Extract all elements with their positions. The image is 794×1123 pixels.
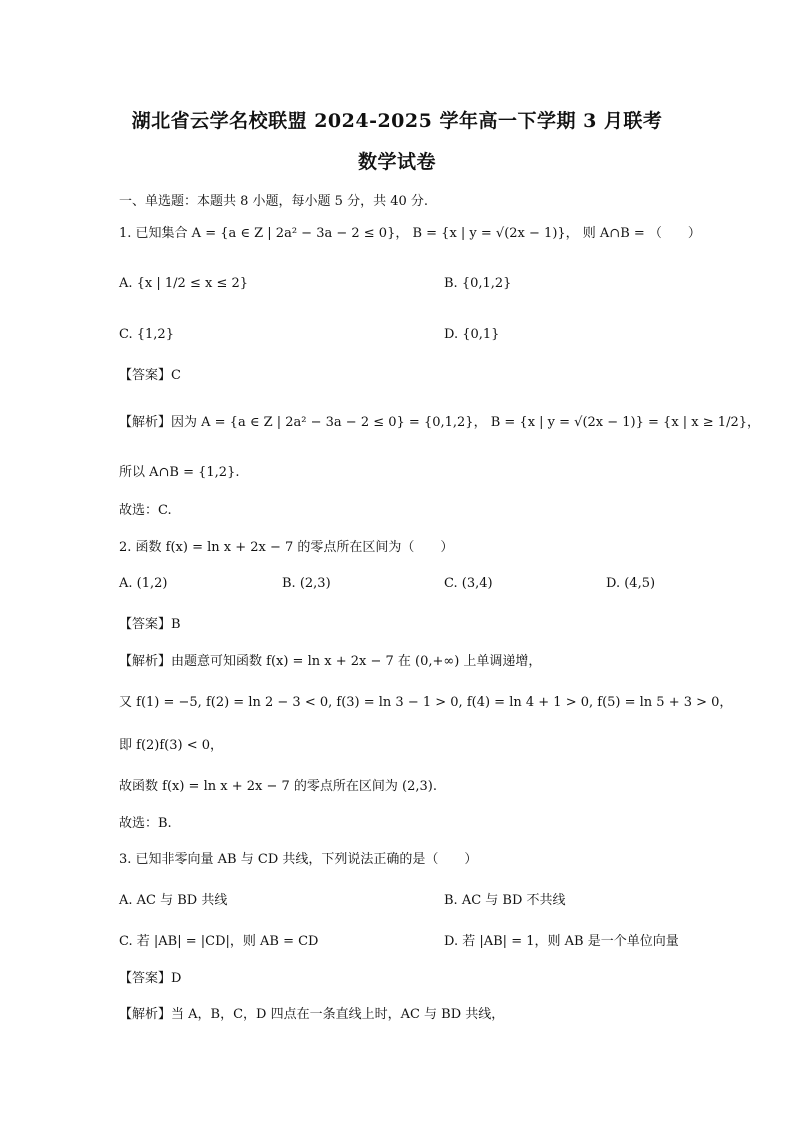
question-1-option-d: D. {0,1} [444,327,500,342]
question-1-option-c: C. {1,2} [119,327,174,342]
question-1-analysis-line: 所以 A∩B = {1,2}. [119,465,240,480]
page-title: 湖北省云学名校联盟 2024-2025 学年高一下学期 3 月联考 [131,110,663,132]
question-1-stem: 1. 已知集合 A = {a ∈ Z | 2a² − 3a − 2 ≤ 0}， B = {x | y = √(2x − 1)}， 则 A∩B = （ ） [119,226,701,241]
question-2-analysis-line: 即 f(2)f(3) < 0， [119,738,224,753]
page-subtitle: 数学试卷 [357,151,436,173]
question-2-option-c: C. (3,4) [444,576,493,591]
question-2-option-a: A. (1,2) [119,576,168,591]
question-1-analysis-line: 【解析】因为 A = {a ∈ Z | 2a² − 3a − 2 ≤ 0} = {0,1,2}， B = {x | y = √(2x − 1)} = {x | x ≥ 1/2}， [119,415,760,430]
question-3-analysis-line: 【解析】当 A，B，C，D 四点在一条直线上时，AC 与 BD 共线， [119,1007,505,1022]
question-1-option-a: A. {x | 1/2 ≤ x ≤ 2} [119,276,249,291]
question-2-analysis-line: 故选：B. [119,816,172,831]
question-1-option-b: B. {0,1,2} [444,276,512,291]
question-1-answer: 【答案】C [119,368,181,383]
question-2-option-d: D. (4,5) [606,576,656,591]
question-3-answer: 【答案】D [119,971,182,986]
question-2-analysis-line: 故函数 f(x) = ln x + 2x − 7 的零点所在区间为 (2,3). [119,779,437,794]
question-3-option-c: C. 若 |AB| = |CD|，则 AB = CD [119,934,319,949]
question-2-stem: 2. 函数 f(x) = ln x + 2x − 7 的零点所在区间为（ ） [119,540,454,555]
question-3-option-d: D. 若 |AB| = 1，则 AB 是一个单位向量 [444,934,679,949]
question-1-analysis-line: 故选：C. [119,503,172,518]
question-3-option-b: B. AC 与 BD 不共线 [444,893,566,908]
section-heading: 一、单选题：本题共 8 小题，每小题 5 分，共 40 分. [119,194,429,209]
question-3-option-a: A. AC 与 BD 共线 [119,893,228,908]
question-3-stem: 3. 已知非零向量 AB 与 CD 共线，下列说法正确的是（ ） [119,852,478,867]
question-2-answer: 【答案】B [119,617,181,632]
question-2-analysis-line: 【解析】由题意可知函数 f(x) = ln x + 2x − 7 在 (0,+∞) 上单调递增， [119,654,542,669]
question-2-analysis-line: 又 f(1) = −5, f(2) = ln 2 − 3 < 0, f(3) = ln 3 − 1 > 0, f(4) = ln 4 + 1 > 0, f(5) = ln 5 + 3 > 0， [119,695,733,710]
question-2-option-b: B. (2,3) [282,576,331,591]
